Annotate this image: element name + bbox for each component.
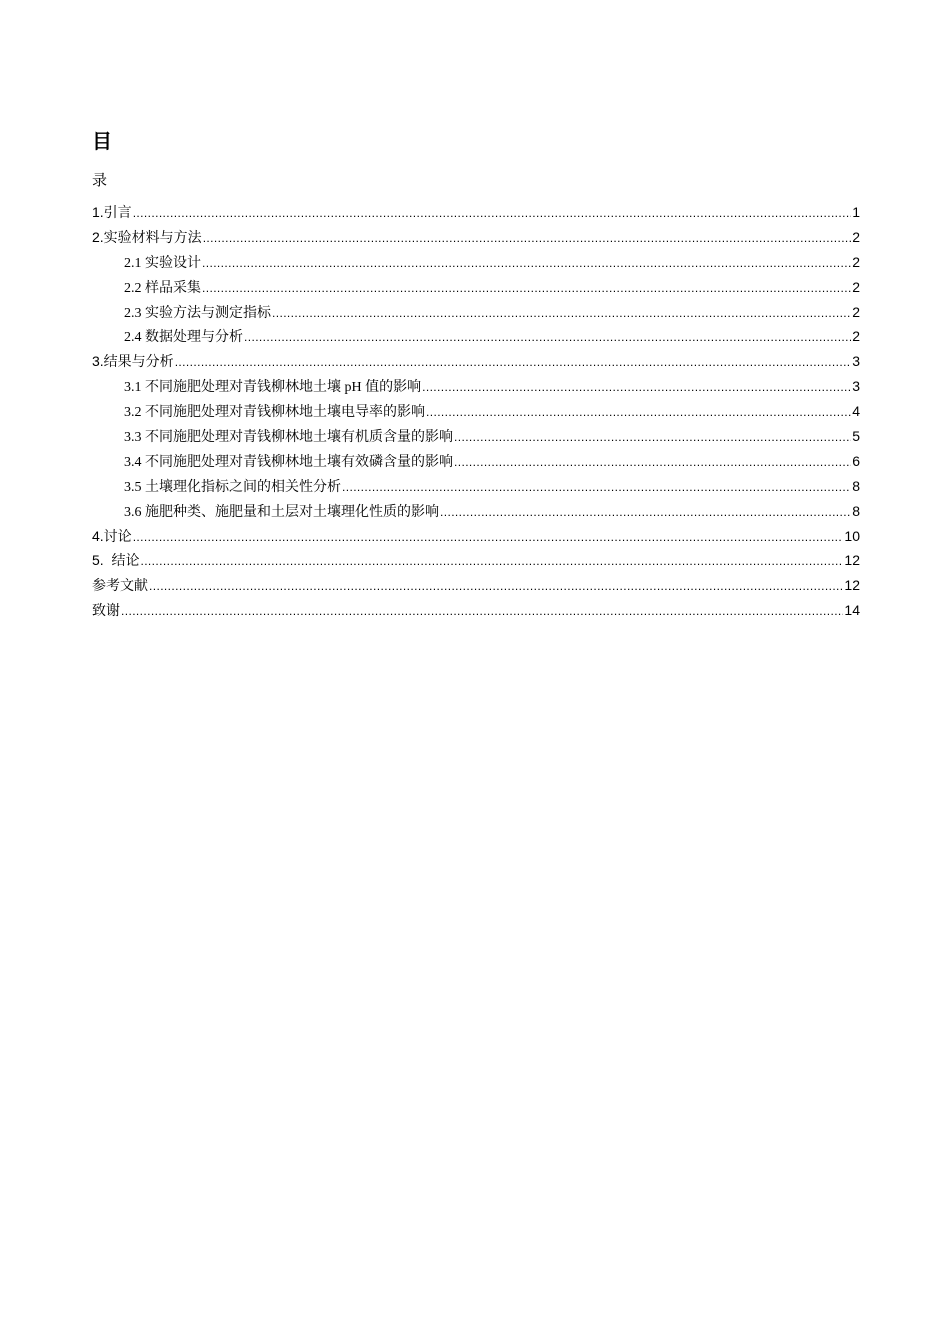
toc-entry-page: 14 — [844, 602, 860, 619]
toc-leader-dots — [454, 452, 851, 472]
toc-subentry[interactable] — [92, 426, 860, 451]
toc-subentry[interactable] — [92, 302, 860, 327]
toc-leader-dots — [149, 576, 843, 596]
toc-entry-label: 4.讨论 — [92, 527, 132, 544]
toc-leader-dots — [426, 402, 851, 422]
toc-entry-page: 3 — [852, 378, 860, 395]
toc-entry-label: 3.6 施肥种类、施肥量和土层对土壤理化性质的影响 — [124, 504, 439, 520]
toc-subentry[interactable] — [92, 501, 860, 526]
toc-entry-page: 2 — [852, 303, 860, 320]
toc-entry[interactable] — [92, 202, 860, 227]
toc-entry-label: 3.4 不同施肥处理对青钱柳林地土壤有效磷含量的影响 — [124, 454, 453, 470]
toc-entry-page: 12 — [844, 577, 860, 594]
toc-entry-page: 2 — [852, 278, 860, 295]
toc-entry-page: 12 — [844, 552, 860, 569]
toc-entry-label: 2.4 数据处理与分析 — [124, 330, 243, 346]
toc-entry[interactable] — [92, 526, 860, 551]
toc-subentry[interactable] — [92, 252, 860, 277]
toc-entry-page: 8 — [852, 477, 860, 494]
toc-entry[interactable] — [92, 575, 860, 600]
toc-subentry[interactable] — [92, 401, 860, 426]
toc-entry-label: 3.5 土壤理化指标之间的相关性分析 — [124, 479, 341, 495]
toc-title-line1: 目 — [92, 129, 112, 153]
toc-entry-label: 3.结果与分析 — [92, 353, 174, 370]
toc-subentry[interactable] — [92, 476, 860, 501]
toc-leader-dots — [133, 527, 844, 547]
toc-leader-dots — [342, 477, 851, 497]
toc-leader-dots — [202, 278, 851, 298]
toc-entry-page: 2 — [852, 328, 860, 345]
toc-entry-label: 2.3 实验方法与测定指标 — [124, 305, 271, 321]
toc-leader-dots — [202, 253, 851, 273]
toc-leader-dots — [121, 601, 843, 621]
toc-entry-label: 2.2 样品采集 — [124, 280, 201, 296]
toc-subentry[interactable] — [92, 451, 860, 476]
toc-leader-dots — [272, 303, 851, 323]
toc-entry-page: 2 — [852, 228, 860, 245]
toc-leader-dots — [422, 377, 851, 397]
table-of-contents — [92, 202, 860, 625]
toc-subentry[interactable] — [92, 376, 860, 401]
toc-entry-page: 4 — [852, 403, 860, 420]
toc-entry-page: 2 — [852, 253, 860, 270]
toc-leader-dots — [454, 427, 851, 447]
toc-entry-label: 3.1 不同施肥处理对青钱柳林地土壤 pH 值的影响 — [124, 380, 422, 396]
toc-entry-label: 2.实验材料与方法 — [92, 228, 202, 245]
toc-entry-label: 1.引言 — [92, 204, 132, 220]
toc-entry-label: 3.2 不同施肥处理对青钱柳林地土壤电导率的影响 — [124, 405, 425, 421]
toc-entry-label: 参考文献 — [92, 577, 148, 594]
toc-entry[interactable] — [92, 227, 860, 252]
toc-title-line2: 录 — [92, 171, 108, 189]
toc-entry[interactable] — [92, 600, 860, 625]
toc-entry-page: 6 — [852, 452, 860, 469]
toc-entry-label: 2.1 实验设计 — [124, 255, 201, 271]
toc-entry-page: 3 — [852, 353, 860, 370]
toc-entry-label: 3.3 不同施肥处理对青钱柳林地土壤有机质含量的影响 — [124, 430, 453, 446]
toc-leader-dots — [140, 551, 843, 571]
toc-leader-dots — [133, 203, 852, 223]
toc-subentry[interactable] — [92, 326, 860, 351]
toc-entry[interactable] — [92, 550, 860, 575]
toc-entry-label: 致谢 — [92, 602, 120, 619]
toc-entry-page: 1 — [852, 204, 860, 220]
toc-entry-page: 5 — [852, 428, 860, 445]
toc-leader-dots — [203, 228, 852, 248]
toc-leader-dots — [175, 352, 852, 372]
toc-entry-page: 8 — [852, 502, 860, 519]
toc-entry[interactable] — [92, 351, 860, 376]
toc-entry-label: 5. 结论 — [92, 552, 140, 569]
toc-entry-page: 10 — [844, 527, 860, 544]
toc-leader-dots — [244, 327, 851, 347]
toc-leader-dots — [440, 502, 851, 522]
toc-subentry[interactable] — [92, 277, 860, 302]
